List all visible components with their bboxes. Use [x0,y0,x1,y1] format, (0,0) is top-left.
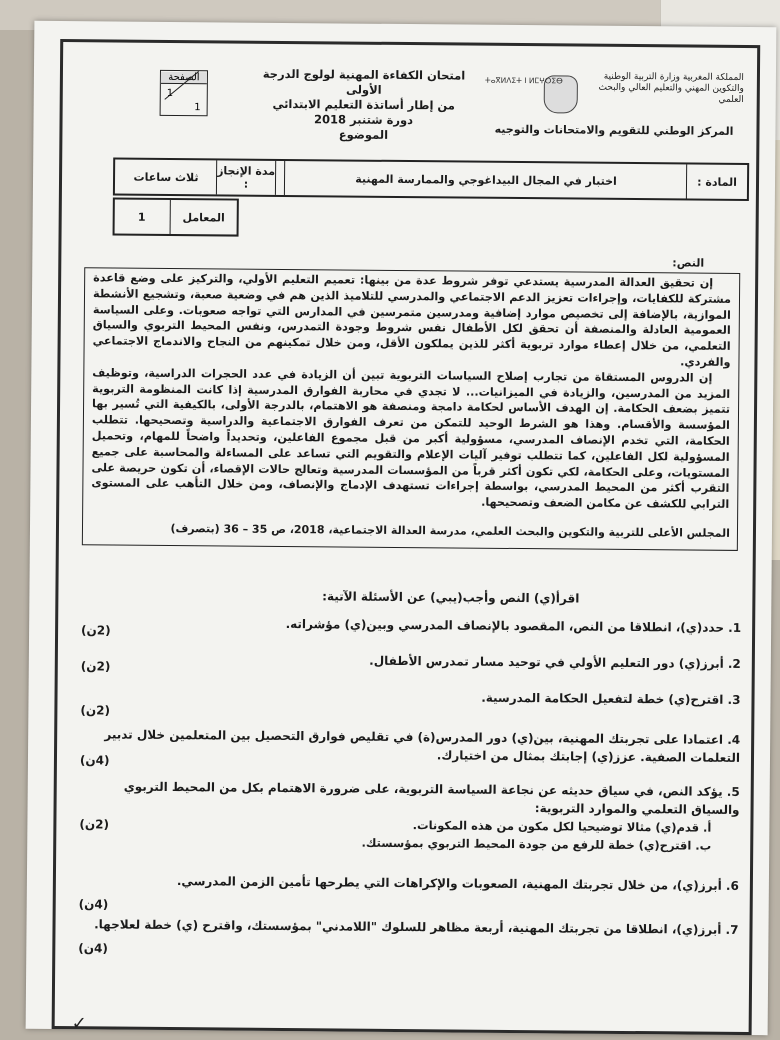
question-5-sub-b: ب. اقترح(ي) خطة للرفع من جودة المحيط التربوي بمؤسستك. [361,835,712,853]
exam-topic: الموضوع [338,127,389,142]
question-text: 5. يؤكد النص، في سياق حديثه عن نجاعة السياسة التربوية، على ضرورة الاهتمام بكل من المحيط التربوي والسياق التعلمي والموارد التربوية: [123,779,740,817]
coefficient-label: المعامل [170,200,237,235]
exam-subtitle: من إطار أساتذة التعليم الابتدائي [272,96,455,113]
question-points: (2ن) [80,703,111,718]
page-label: الصفحة [161,72,207,84]
subject-value: اختبار في المجال البيداغوجي والممارسة المهنية [355,172,617,188]
question-points: (4ن) [78,941,108,956]
question-points: (4ن) [79,753,110,768]
question-text: 3. اقترح(ي) خطة لتفعيل الحكامة المدرسية. [481,690,741,707]
question-points: (2ن) [81,623,111,638]
text-label: النص: [672,256,705,270]
text-paragraph-1: إن تحقيق العدالة المدرسية يستدعي توفر شروط عدة من بينها: تعميم التعليم الأولي، والتركيز على وضع قاعدة مشتركة للكفايات، وإجراءات تعزيز الدعم الاجتماعي والمدرسي للتلاميذ الذين هم في وضعية صعبة، وتشجيع الأنشطة الموازية، بالإضافة إلى تخصيص موارد إضافية ومدرسين متمرسين في المدارس التي تواجه صعوبات. وعلى السياسة العمومية العادلة والمنصفة أن تحقق لكل الأطفال نفس شروط وجودة التمدرس، ونفس المحيط التربوي والسياق التعلمي، من خلال إعطاء موارد تربوية أكثر للذين يملكون الأقل، ومن خلال تمكينهم من النجاح والاندماج الاجتماعي والفردي. [92,271,732,369]
question-text: 7. أبرز(ي)، انطلاقا من تجربتك المهنية، أربعة مظاهر للسلوك "اللامدني" بمؤسستك، واقترح (ي) خطة لعلاجها. [94,917,739,937]
question-points: (2ن) [80,659,111,674]
question-text: 1. حدد(ي)، انطلاقا من النص، المقصود بالإنصاف المدرسي وبين(ي) مؤشراته. [285,616,742,635]
question-5-sub-a: أ. قدم(ي) مثالا توضيحيا لكل مكون من هذه المكونات. [412,818,712,835]
pen-mark-icon: ✓ [71,1013,87,1035]
ministry-name: المملكة المغربية وزارة التربية الوطنية والتكوين المهني والتعليم العالي والبحث العلمي [598,71,744,105]
exam-sheet [26,21,777,1035]
page-number-box [160,70,208,116]
exam-header [243,67,484,144]
ministry-tifinagh: ⵜⴰⴳⵍⴷⵉⵜ ⵏ ⵍⵎⵖⵔⵉⴱ [484,75,563,86]
text-source: المجلس الأعلى للتربية والتكوين والبحث العلمي، مدرسة العدالة الاجتماعية، 2018، ص 35 – 36 (بتصرف) [170,521,731,540]
duration-label: مدة الإنجاز : [216,160,275,195]
question-text: 4. اعتمادا على تجربتك المهنية، بين(ي) دور المدرس(ة) في تقليص فوارق التحصيل بين المتعلمين خلال تدبير التعلمات الصفية. عزز(ي) إجابتك بمثال من اختيارك. [104,727,741,765]
subject-spacer [275,161,285,195]
national-center: المركز الوطني للتقويم والامتحانات والتوجيه [494,122,734,138]
page-current: 1 [166,87,174,99]
text-paragraph-2: إن الدروس المستقاة من تجارب إصلاح السياسات التربوية تبين أن الزيادة في عدد الحجرات الدراسية، وتوظيف المزيد من المدرسين، والزيادة في الميزانيات... لا تجدي في محاربة الفوارق المدرسية إذا كانت المنظومة التربوية تتميز بضعف الحكامة. إن الهدف الأساس لحكامة دامجة ومنصفة هو الاهتمام، بالدرجة الأولى، بالكيفية التي تُسير بها المؤسسة والأقسام. وهذا هو الشرط الوحيد للتمكن من تعرف الفوارق الاجتماعية والدراسية وتصحيحها. تتطلب الحكامة، التي تخدم الإنصاف المدرسي، مسؤولية أكبر من قبل مجموع الفاعلين، وتحديداً واضحاً للمهام، وتحميل المسؤولية لكل الفاعلين، كما تتطلب توفير آليات الإعلام والتقويم التي تساعد على المساءلة والمحاسبة على جميع المستويات، وعلى الحكامة، لكي تكون أكثر قرباً من المؤسسات المدرسية وتعالج حالات الإقصاء، أن تكون حريصة على التقرب أكثر من المحيط المدرسي، بواسطة إجراءات تستهدف الإدماج والإنصاف، ومن خلال التأهب على المستوى الترابي للكشف عن مكامن الضعف وتصحيحها. [91,366,731,512]
question-points: (4ن) [78,897,109,912]
reading-text [82,267,740,551]
question-5 [79,777,740,855]
subject-label: المادة : [686,164,747,199]
instruction: اقرأ(ي) النص وأجب(يبي) عن الأسئلة الآتية: [322,589,580,606]
ministry-block [484,71,744,106]
question-text: 2. أبرز(ي) دور التعليم الأولي في توحيد مسار تمدرس الأطفال. [369,653,741,671]
coefficient-row [113,197,239,236]
coefficient-value: 1 [137,210,146,224]
subject-row [113,157,749,201]
question-points: (2ن) [79,817,110,832]
exam-title: امتحان الكفاءة المهنية لولوج الدرجة الأولى [262,66,466,97]
duration-value: ثلاث ساعات [133,170,199,184]
page-total: 1 [194,102,201,114]
question-text: 6. أبرز(ي)، من خلال تجربتك المهنية، الصعوبات والإكراهات التي يطرحها تأمين الزمن المدرسي. [176,874,739,893]
question-4 [80,725,740,767]
exam-session: دورة شتنبر 2018 [313,112,414,128]
